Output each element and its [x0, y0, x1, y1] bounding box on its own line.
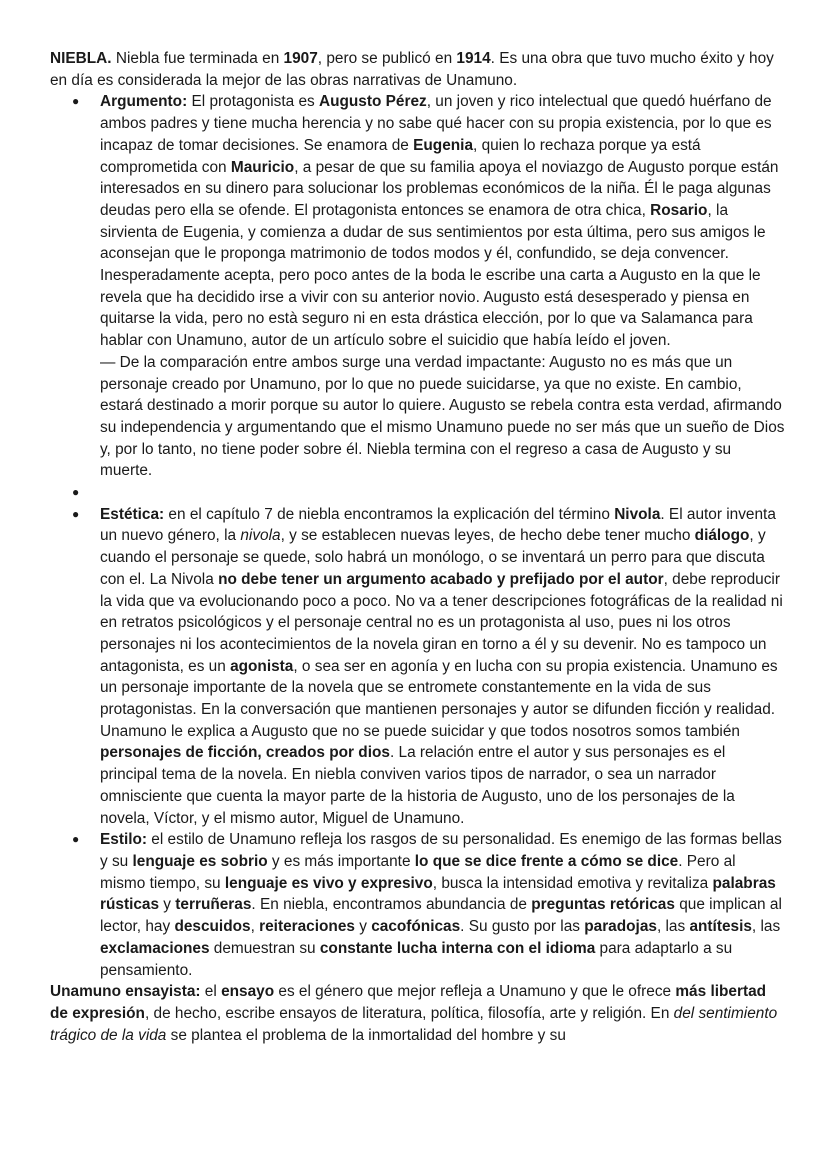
estilo-text: para adaptarlo a su pensamiento. [100, 939, 733, 979]
estetica-bold: personajes de ficción, creados por dios [100, 744, 390, 762]
argumento-bold: Eugenia [413, 136, 474, 154]
estilo-bold: constante lucha interna con el idioma [319, 939, 596, 957]
estilo-bold: lo que se dice frente a cómo se dice [414, 853, 679, 870]
ensayista-bold: más libertad de expresión [50, 983, 767, 1022]
niebla-title: NIEBLA. [50, 50, 112, 67]
estetica-text: . El autor inventa un nuevo género, la [100, 505, 776, 545]
intro-text: . Es una obra que tuvo mucho éxito y hoy en día es considerada la mejor de las obras narrativas de Unamuno. [50, 50, 774, 89]
argumento-text: , un joven y rico intelectual que quedó huérfano de ambos padres y tiene mucha herencia y no sabe qué hacer con su propia existencia, por lo que es incapaz de tomar decisiones. Se enamora de [100, 93, 772, 154]
estilo-bold: lenguaje es vivo y expresivo [224, 874, 433, 892]
estetica-bold: diálogo [694, 527, 750, 545]
estilo-bold: reiteraciones [259, 918, 355, 936]
niebla-intro-paragraph [50, 48, 785, 91]
estetica-bold: no debe tener un argumento acabado y prefijado por el autor [218, 570, 664, 588]
ensayista-bold: ensayo [221, 983, 275, 1001]
estilo-bold: descuidos [174, 918, 251, 936]
ensayista-label: Unamuno ensayista: [50, 983, 201, 1001]
estetica-text: , y se establecen nuevas leyes, de hecho debe tener mucho [280, 527, 695, 545]
argumento-text: El protagonista es [187, 93, 319, 111]
estetica-bold: agonista [230, 657, 294, 675]
estilo-text: . Pero al mismo tiempo, su [100, 853, 736, 892]
estilo-bold: exclamaciones [100, 939, 210, 957]
bullet-argumento [50, 91, 785, 482]
estilo-bold: lenguaje es sobrio [132, 853, 268, 870]
estilo-text: , las [656, 918, 690, 936]
estilo-text: , las [751, 918, 781, 936]
estilo-text: y [159, 896, 176, 914]
estilo-label: Estilo: [100, 831, 148, 849]
intro-text: Niebla fue terminada en [111, 50, 284, 67]
estilo-bold: palabras rústicas [100, 874, 776, 914]
ensayista-paragraph [50, 981, 785, 1046]
estilo-text: demuestran su [209, 939, 320, 957]
estetica-text: en el capítulo 7 de niebla encontramos la explicación del término [164, 505, 615, 523]
argumento-comparacion-text: — De la comparación entre ambos surge una verdad impactante: Augusto no es más que un personaje creado por Unamuno, por lo que no puede suicidarse, ya que no existe. En cambio, estará destinado a morir porque su autor lo quiere. Augusto se rebela contra esta verdad, afirmando su independencia y argumentando que el mismo Unamuno puede no ser más que un sueño de Dios y, por lo tanto, no tiene poder sobre él. Niebla termina con el regreso a casa de Augusto y su muerte. [100, 353, 785, 480]
estilo-text: , [250, 918, 260, 936]
estilo-bold: preguntas retóricas [531, 896, 675, 914]
argumento-text: , a pesar de que su familia apoya el noviazgo de Augusto porque están interesados en su dinero para solucionar los problemas económicos de la niña. Él le paga algunas deudas pero ella se ofende. El protagonista entonces se enamora de otra chica, [100, 158, 779, 219]
argumento-label: Argumento: [100, 93, 188, 111]
estetica-text: , y cuando el personaje se quede, solo habrá un monólogo, o se inventará un perro para que discuta con el. La Nivola [100, 527, 766, 588]
argumento-text: , la sirvienta de Eugenia, y comienza a dudar de sus sentimientos por esta última, pero sus amigos le aconsejan que le proponga matrimonio de todos modos y él, confundido, se deja convencer. Inesperadamente acepta, pero poco antes de la boda le escribe una carta a Augusto en la que le revela que ha decidido irse a vivir con su anterior novio. Augusto está desesperado y piensa en quitarse la vida, pero no està seguro ni en esta drástica elección, por lo que va Salamanca para hablar con Unamuno, autor de un artículo sobre el suicidio que había leído el joven. [100, 201, 766, 350]
ensayista-italic: del sentimiento trágico de la vida [50, 1004, 778, 1044]
spacer [50, 482, 785, 504]
estilo-bold: cacofónicas [371, 918, 461, 936]
ensayista-text: se plantea el problema de la inmortalidad del hombre y su [166, 1026, 566, 1044]
estilo-bold: antítesis [689, 918, 752, 936]
ensayista-text: el [200, 983, 222, 1001]
bullet-estilo [50, 829, 785, 981]
estilo-bold: terruñeras [175, 896, 252, 914]
estetica-italic: nivola [240, 527, 281, 545]
estilo-text: , busca la intensidad emotiva y revitaliza [432, 874, 713, 892]
estetica-text: , o sea ser en agonía y en lucha con su propia existencia. Unamuno es un personaje importante de la novela que se entromete constantemente en la vida de sus protagonistas. En la conversación que mantienen personajes y autor se difunden ficción y realidad. Unamuno le explica a Augusto que no se puede suicidar y que todos nosotros somos también [100, 657, 778, 740]
estetica-bold: Nivola [614, 505, 661, 523]
ensayista-text: es el género que mejor refleja a Unamuno y que le ofrece [274, 983, 676, 1001]
bullet-estetica [50, 504, 785, 830]
argumento-text: , quien lo rechaza porque ya está comprometida con [100, 136, 701, 176]
estilo-text: el estilo de Unamuno refleja los rasgos de su personalidad. Es enemigo de las formas bellas y su [100, 831, 782, 870]
estilo-text: y es más importante [267, 853, 415, 870]
estilo-text: . Su gusto por las [460, 918, 585, 936]
niebla-bullet-list [50, 91, 785, 981]
argumento-bold: Mauricio [230, 158, 295, 176]
year-published: 1914 [456, 50, 491, 67]
estilo-text: y [354, 918, 372, 936]
document-page [50, 48, 785, 1046]
estetica-text: , debe reproducir la vida que va evolucionando poco a poco. No va a tener descripciones fotográficas de la realidad ni en retratos psicológicos y el personaje central no es un protagonista al uso, pues ni los otros personajes ni los acontecimientos de la novela giran en torno a él y su devenir. No es tampoco un antagonista, es un [100, 570, 783, 675]
estilo-text: que implican al lector, hay [100, 896, 782, 936]
estilo-bold: paradojas [584, 918, 657, 936]
argumento-bold: Augusto Pérez [318, 93, 427, 111]
intro-text: , pero se publicó en [317, 50, 457, 67]
argumento-bold: Rosario [650, 201, 708, 219]
year-finished: 1907 [283, 50, 318, 67]
ensayista-text: , de hecho, escribe ensayos de literatura, política, filosofía, arte y religión. En [144, 1004, 674, 1022]
estilo-text: . En niebla, encontramos abundancia de [251, 896, 532, 914]
estetica-text: . La relación entre el autor y sus personajes es el principal tema de la novela. En niebla conviven varios tipos de narrador, o sea un narrador omnisciente que cuenta la mayor parte de la historia de Augusto, uno de los personajes de la novela, Víctor, y el mismo autor, Miguel de Unamuno. [100, 744, 735, 827]
estetica-label: Estética: [100, 505, 165, 523]
